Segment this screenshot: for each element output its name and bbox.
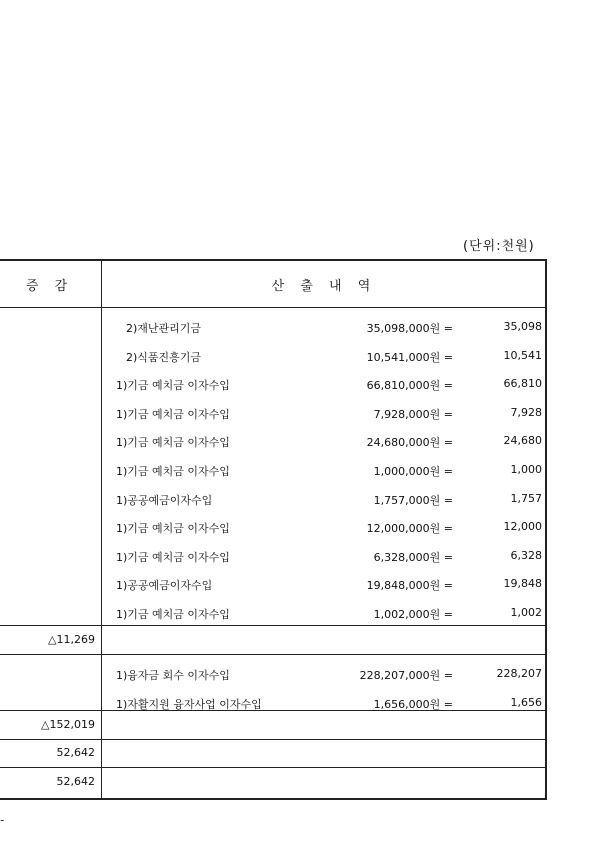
amount-formula: 228,207,000원 = xyxy=(359,669,453,682)
item-description: 1)기금 예치금 이자수입 xyxy=(116,608,230,621)
header-change: 증 감 xyxy=(25,279,74,294)
amount-formula: 24,680,000원 = xyxy=(366,436,453,450)
amount-formula: 35,098,000원 = xyxy=(366,322,453,335)
table-top-border xyxy=(0,259,547,261)
amount-formula: 1,757,000원 = xyxy=(373,493,453,507)
amount-formula: 6,328,000원 = xyxy=(373,550,453,564)
result-value: 1,656 xyxy=(510,695,542,709)
result-value: 7,928 xyxy=(510,405,542,419)
item-description: 1)기금 예치금 이자수입 xyxy=(116,407,230,421)
amount-formula: 1,656,000원 = xyxy=(373,697,453,711)
item-description: 2)재난관리기금 xyxy=(126,322,202,335)
result-value: 35,098 xyxy=(503,320,542,333)
amount-formula: 66,810,000원 = xyxy=(366,379,453,393)
item-description: 1)공공예금이자수입 xyxy=(116,493,213,507)
table-right-border xyxy=(545,259,547,800)
result-value: 12,000 xyxy=(503,520,542,534)
item-description: 1)기금 예치금 이자수입 xyxy=(116,550,230,564)
unit-label: (단위:천원) xyxy=(463,239,535,254)
result-value: 66,810 xyxy=(503,377,542,391)
page-footer: - xyxy=(0,813,5,827)
result-value: 6,328 xyxy=(510,548,542,562)
row-separator xyxy=(0,625,547,626)
column-divider xyxy=(101,259,102,800)
change-value: △11,269 xyxy=(48,633,95,646)
item-description: 1)기금 예치금 이자수입 xyxy=(116,436,230,450)
header-bottom-border xyxy=(0,307,547,308)
item-description: 1)공공예금이자수입 xyxy=(116,579,213,593)
result-value: 228,207 xyxy=(496,667,542,680)
header-calculation: 산 출 내 역 xyxy=(271,279,377,294)
item-description: 1)기금 예치금 이자수입 xyxy=(116,379,230,393)
change-value: 52,642 xyxy=(56,746,95,759)
result-value: 1,757 xyxy=(510,491,542,505)
change-value: 52,642 xyxy=(56,775,95,788)
table-bottom-border xyxy=(0,798,547,800)
item-description: 1)기금 예치금 이자수입 xyxy=(116,522,230,536)
amount-formula: 12,000,000원 = xyxy=(366,522,453,536)
result-value: 24,680 xyxy=(503,434,542,448)
item-description: 1)융자금 회수 이자수입 xyxy=(116,669,230,682)
amount-formula: 1,000,000원 = xyxy=(373,465,453,478)
change-value: △152,019 xyxy=(41,718,95,731)
row-separator xyxy=(0,739,547,740)
item-description: 1)기금 예치금 이자수입 xyxy=(116,465,230,478)
amount-formula: 19,848,000원 = xyxy=(366,579,453,593)
calculation-table xyxy=(0,259,547,800)
row-separator xyxy=(0,710,547,711)
item-description: 1)자활지원 융자사업 이자수입 xyxy=(116,697,262,711)
amount-formula: 7,928,000원 = xyxy=(373,407,453,421)
row-separator xyxy=(0,767,547,768)
result-value: 1,002 xyxy=(510,606,542,619)
amount-formula: 10,541,000원 = xyxy=(366,350,453,364)
result-value: 1,000 xyxy=(510,463,542,476)
row-separator xyxy=(0,654,547,655)
result-value: 19,848 xyxy=(503,577,542,591)
item-description: 2)식품진흥기금 xyxy=(126,350,202,364)
amount-formula: 1,002,000원 = xyxy=(373,608,453,621)
result-value: 10,541 xyxy=(503,348,542,362)
